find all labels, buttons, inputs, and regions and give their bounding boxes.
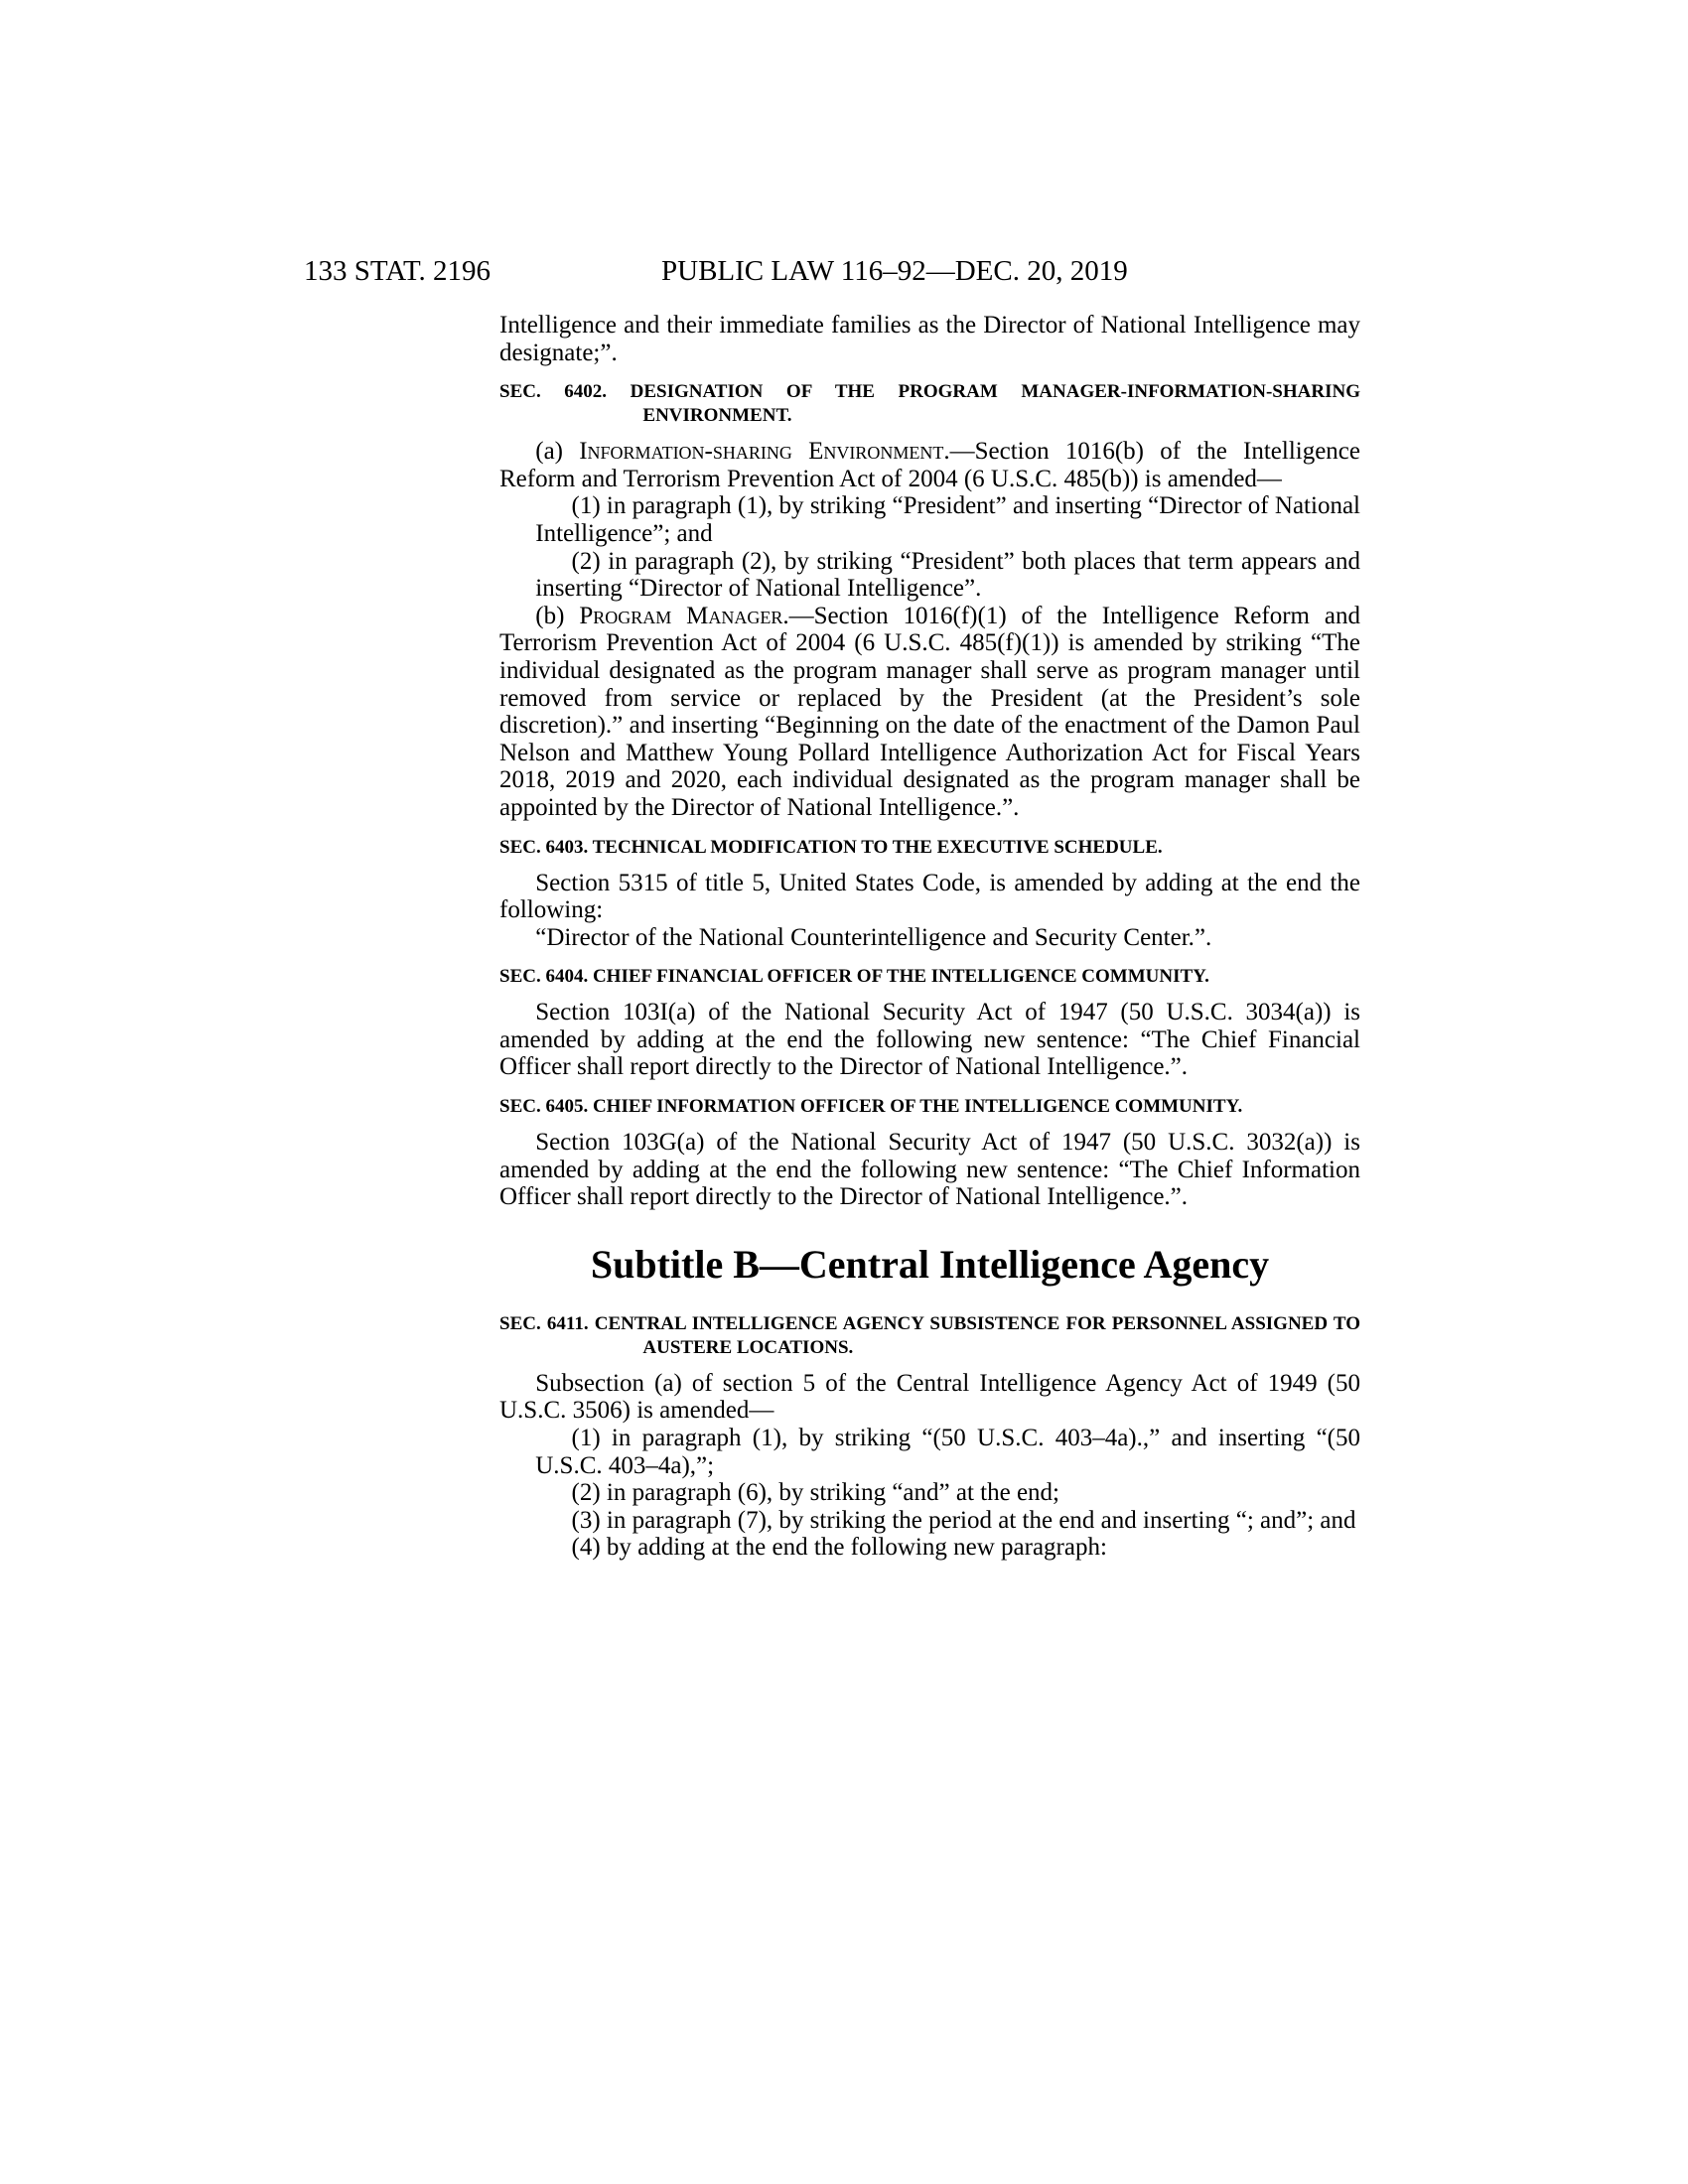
continuation-paragraph: Intelligence and their immediate families as the Director of National Intelligence may designate;”.	[499, 312, 1360, 366]
section-6403-heading: SEC. 6403. TECHNICAL MODIFICATION TO THE EXECUTIVE SCHEDULE.	[499, 836, 1163, 858]
public-law-title: PUBLIC LAW 116–92—DEC. 20, 2019	[661, 255, 1128, 287]
subsection-b-caption: Program Manager	[579, 602, 783, 629]
section-6403-quote: “Director of the National Counterintelligence and Security Center.”.	[535, 923, 1212, 951]
section-6402-heading: SEC. 6402. DESIGNATION OF THE PROGRAM MANAGER-INFORMATION-SHARING ENVIRONMENT.	[499, 381, 1360, 427]
subsection-a-caption: Information-sharing Environment	[579, 438, 944, 466]
section-6403-text: Section 5315 of title 5, United States Code, is amended by adding at the end the following:	[499, 869, 1360, 924]
section-6404-heading: SEC. 6404. CHIEF FINANCIAL OFFICER OF THE INTELLIGENCE COMMUNITY.	[499, 966, 1209, 988]
section-6411-text: Subsection (a) of section 5 of the Central Intelligence Agency Act of 1949 (50 U.S.C. 3506) is amended—	[499, 1369, 1360, 1425]
section-6402-subsection-b: (b) Program Manager.—Section 1016(f)(1) of the Intelligence Reform and Terrorism Prevention Act of 2004 (6 U.S.C. 485(f)(1)) is amended by striking “The individual designated as the program manager shall serve as program manager until removed from service or replaced by the President (at the President’s sole discretion).” and inserting “Beginning on the date of the enactment of the Damon Paul Nelson and Matthew Young Pollard Intelligence Authorization Act for Fiscal Years 2018, 2019 and 2020, each individual designated as the program manager shall be appointed by the Director of National Intelligence.”.	[499, 602, 1360, 821]
section-6405-heading: SEC. 6405. CHIEF INFORMATION OFFICER OF THE INTELLIGENCE COMMUNITY.	[499, 1096, 1243, 1118]
body-text-column	[499, 312, 1360, 1562]
section-6402-paragraph-2: (2) in paragraph (2), by striking “President” both places that term appears and inserting “Director of National Intelligence”.	[535, 547, 1360, 603]
section-6402-paragraph-1: (1) in paragraph (1), by striking “President” and inserting “Director of National Intelligence”; and	[535, 492, 1360, 547]
section-6402-subsection-a: (a) Information-sharing Environment.—Section 1016(b) of the Intelligence Reform and Terrorism Prevention Act of 2004 (6 U.S.C. 485(b)) is amended—	[499, 438, 1360, 492]
section-6411-paragraph-2: (2) in paragraph (6), by striking “and” at the end;	[571, 1479, 1059, 1507]
subsection-a-text: .—Section 1016(b) of the Intelligence Reform and Terrorism Prevention Act of 2004 (6 U.S.C. 485(b)) is amended—	[499, 438, 1360, 492]
statute-page-citation: 133 STAT. 2196	[304, 255, 492, 287]
running-header	[304, 251, 1360, 291]
section-6404-text: Section 103I(a) of the National Security Act of 1947 (50 U.S.C. 3034(a)) is amended by adding at the end the following new sentence: “The Chief Financial Officer shall report directly to the Director of National Intelligence.”.	[499, 999, 1360, 1081]
section-6411-paragraph-1: (1) in paragraph (1), by striking “(50 U.S.C. 403–4a).,” and inserting “(50 U.S.C. 403–4a),”;	[535, 1425, 1360, 1479]
section-6411-heading: SEC. 6411. CENTRAL INTELLIGENCE AGENCY SUBSISTENCE FOR PERSONNEL ASSIGNED TO AUSTERE LOCATIONS.	[499, 1312, 1360, 1358]
subsection-b-text: .—Section 1016(f)(1) of the Intelligence Reform and Terrorism Prevention Act of 2004 (6 U.S.C. 485(f)(1)) is amended by striking “The individual designated as the program manager shall serve as program manager until removed from service or replaced by the President (at the President’s sole discretion).” and inserting “Beginning on the date of the enactment of the Damon Paul Nelson and Matthew Young Pollard Intelligence Authorization Act for Fiscal Years 2018, 2019 and 2020, each individual designated as the program manager shall be appointed by the Director of National Intelligence.”.	[499, 602, 1360, 821]
section-6411-paragraph-3: (3) in paragraph (7), by striking the period at the end and inserting “; and”; and	[571, 1506, 1356, 1534]
section-6405-text: Section 103G(a) of the National Security Act of 1947 (50 U.S.C. 3032(a)) is amended by adding at the end the following new sentence: “The Chief Information Officer shall report directly to the Director of National Intelligence.”.	[499, 1129, 1360, 1211]
subtitle-b-heading: Subtitle B—Central Intelligence Agency	[590, 1241, 1270, 1287]
section-6411-paragraph-4: (4) by adding at the end the following new paragraph:	[571, 1534, 1107, 1562]
